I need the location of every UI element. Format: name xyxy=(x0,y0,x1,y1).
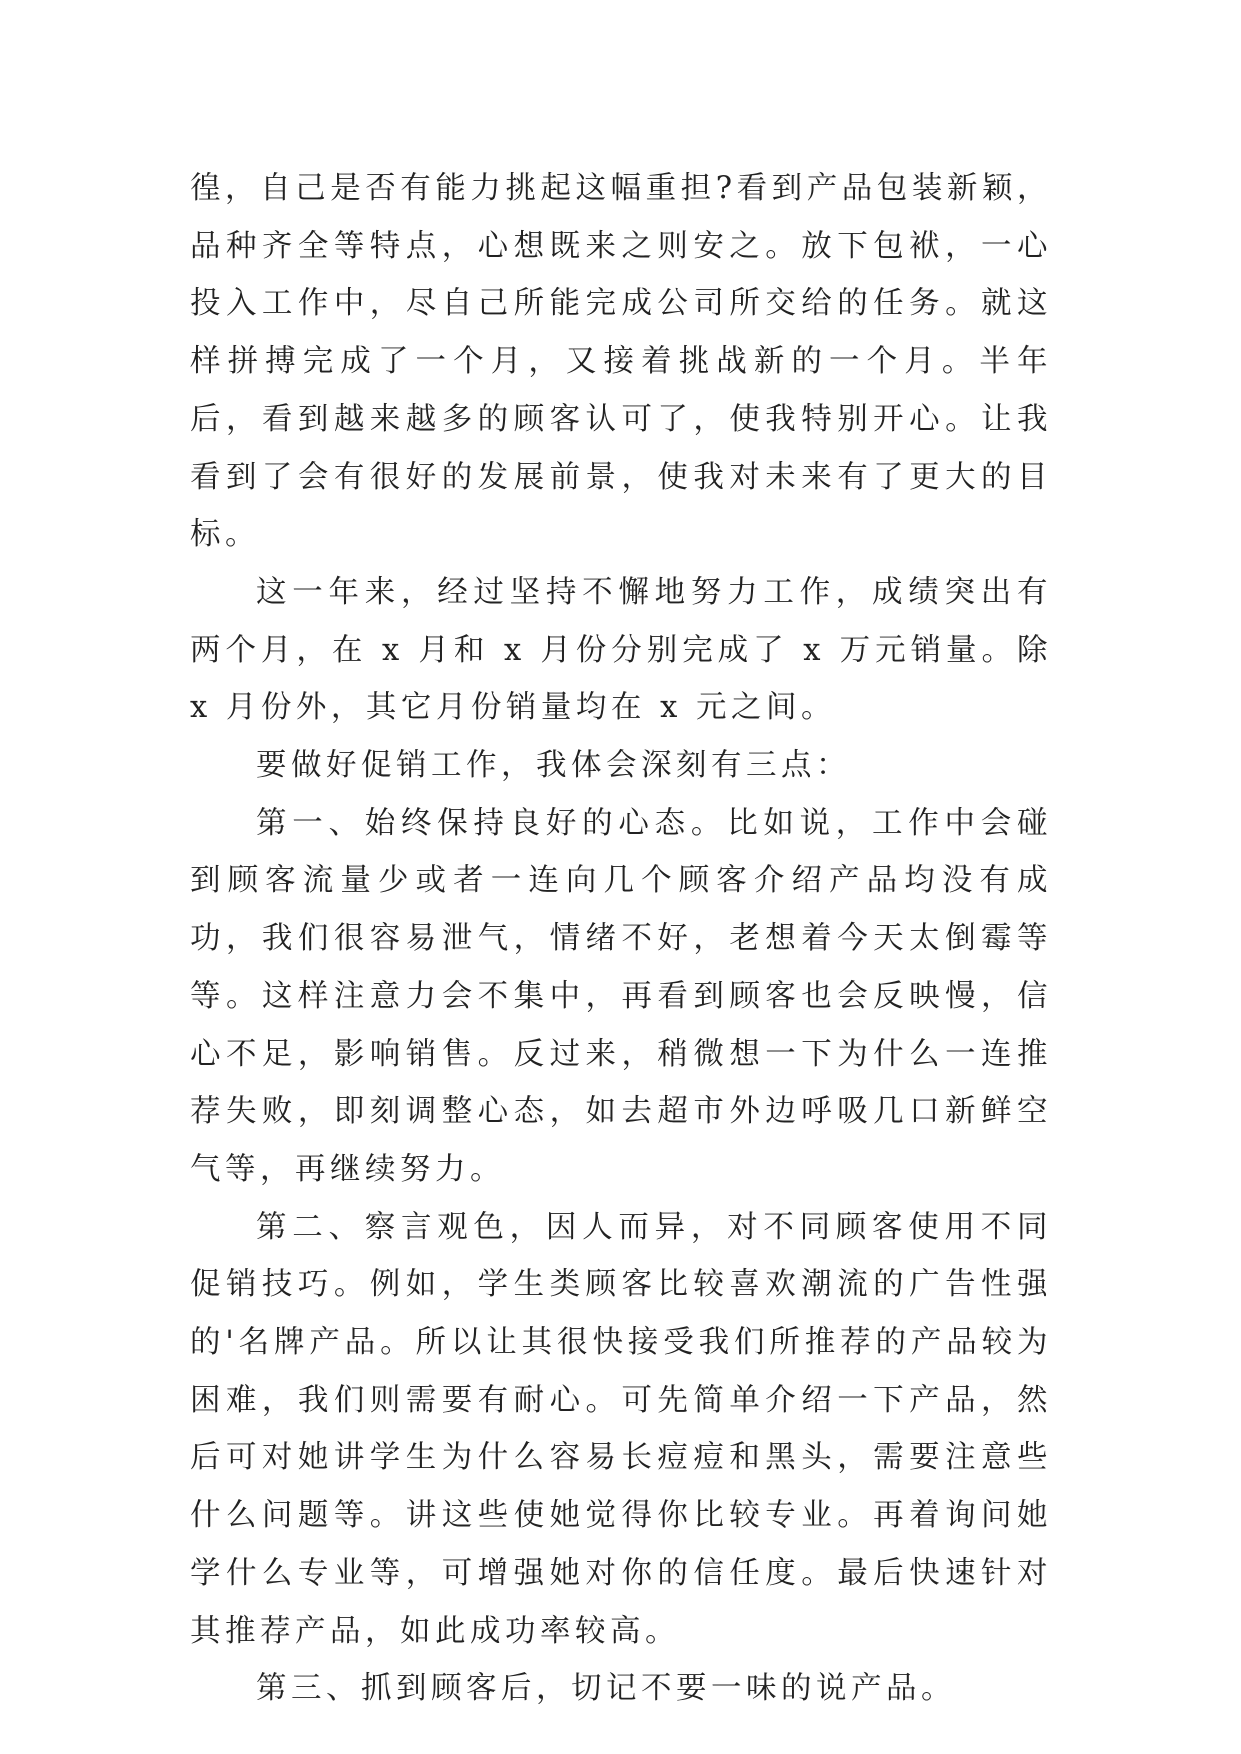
paragraph-point-two: 第二、察言观色，因人而异，对不同顾客使用不同促销技巧。例如，学生类顾客比较喜欢潮流的广告性强的'名牌产品。所以让其很快接受我们所推荐的产品较为困难，我们则需要有耐心。可先简单介绍一下产品，然后可对她讲学生为什么容易长痘痘和黑头，需要注意些什么问题等。讲这些使她觉得你比较专业。再着询问她学什么专业等，可增强她对你的信任度。最后快速针对其推荐产品，如此成功率较高。 xyxy=(190,1209,1052,1649)
paragraph-point-one: 第一、始终保持良好的心态。比如说，工作中会碰到顾客流量少或者一连向几个顾客介绍产品均没有成功，我们很容易泄气，情绪不好，老想着今天太倒霉等等。这样注意力会不集中，再看到顾客也会反映慢，信心不足，影响销售。反过来，稍微想一下为什么一连推荐失败，即刻调整心态，如去超市外边呼吸几口新鲜空气等，再继续努力。 xyxy=(190,805,1052,1187)
document-body xyxy=(190,160,1052,1718)
paragraph-sales-results: 这一年来，经过坚持不懈地努力工作，成绩突出有两个月，在 x 月和 x 月份分别完成了 x 万元销量。除 x 月份外，其它月份销量均在 x 元之间。 xyxy=(190,574,1052,726)
paragraph-continued: 徨，自己是否有能力挑起这幅重担?看到产品包装新颖，品种齐全等特点，心想既来之则安之。放下包袱，一心投入工作中，尽自己所能完成公司所交给的任务。就这样拼搏完成了一个月，又接着挑战新的一个月。半年后，看到越来越多的顾客认可了，使我特别开心。让我看到了会有很好的发展前景，使我对未来有了更大的目标。 xyxy=(190,171,1052,553)
paragraph-point-three: 第三、抓到顾客后，切记不要一味的说产品。 xyxy=(256,1671,956,1707)
paragraph-three-points-intro: 要做好促销工作，我体会深刻有三点： xyxy=(256,748,851,784)
